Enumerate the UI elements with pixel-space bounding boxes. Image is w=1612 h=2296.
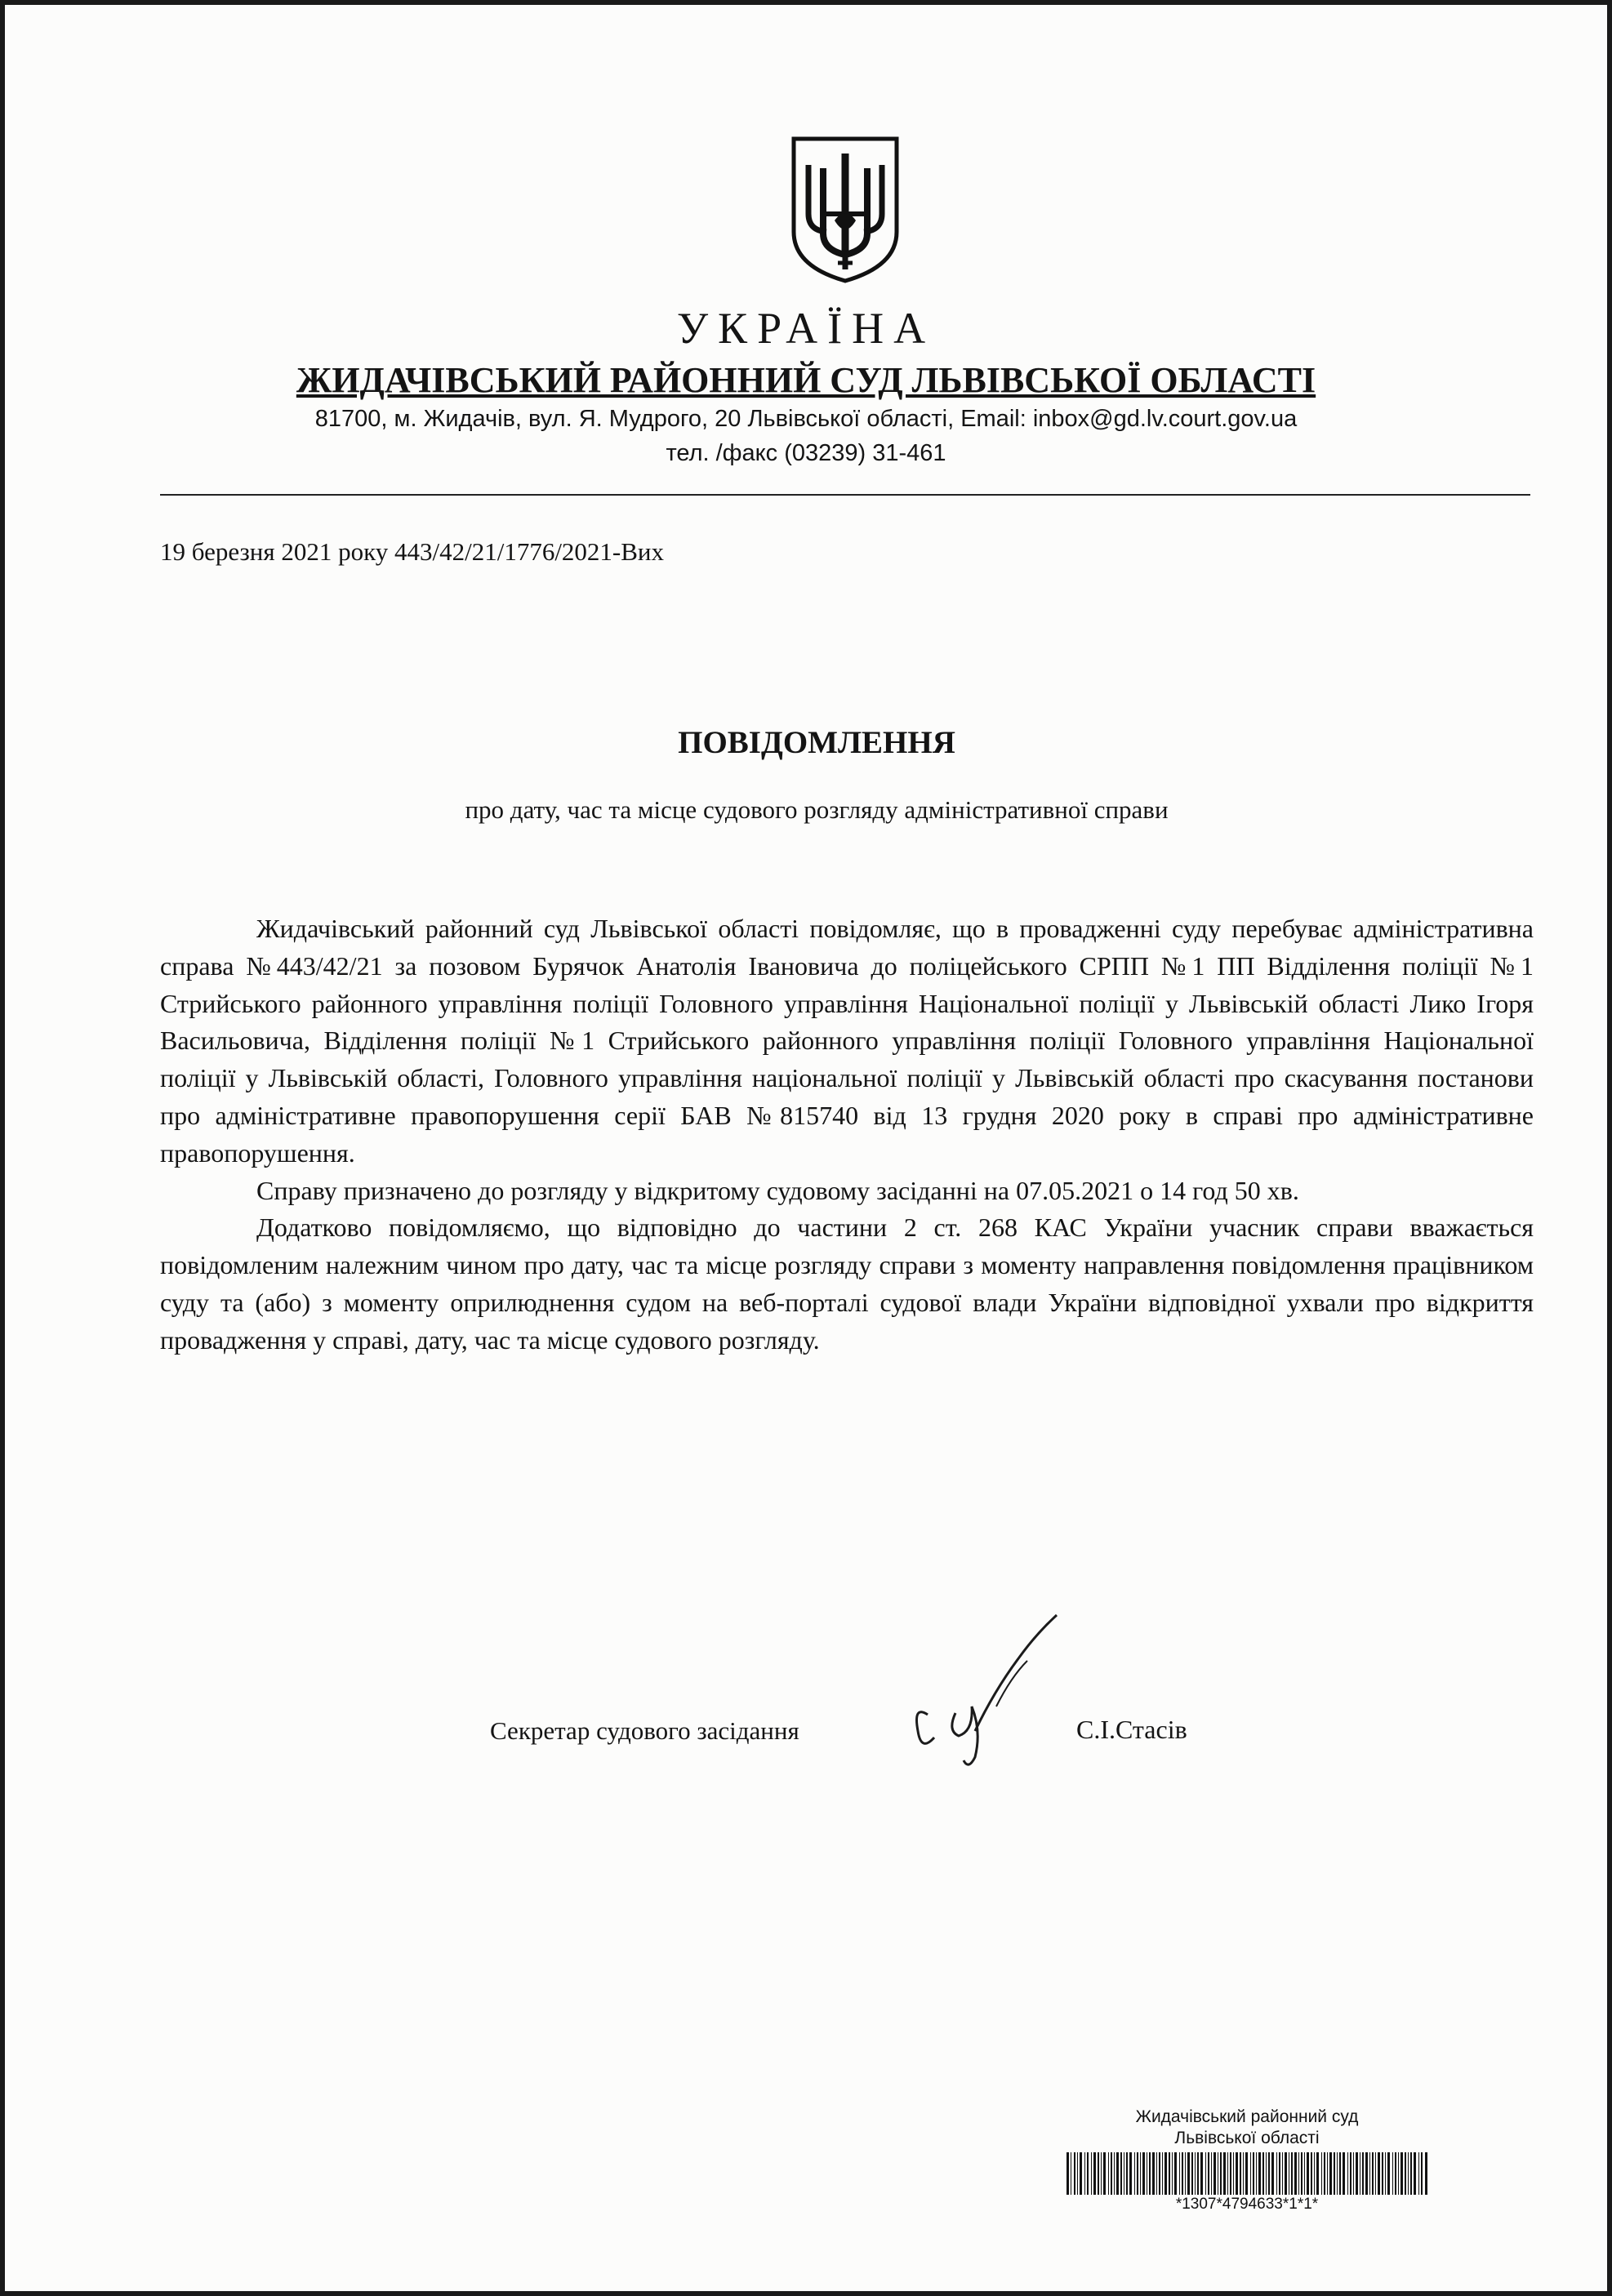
signatory-position: Секретар судового засідання (490, 1716, 799, 1745)
barcode-number: *1307*4794633*1*1* (1175, 2196, 1319, 2213)
stamp-court-name: Жидачівський районний суд (1135, 2107, 1359, 2126)
outgoing-reference: 19 березня 2021 року 443/42/21/1776/2021-Вих (160, 537, 665, 566)
document-subtitle: про дату, час та місце судового розгляду адміністративної справи (465, 795, 1169, 824)
court-name-heading: ЖИДАЧІВСЬКИЙ РАЙОННИЙ СУД ЛЬВІВСЬКОЇ ОБЛАСТІ (296, 360, 1316, 400)
body-paragraph: Додатково повідомляємо, що відповідно до частини 2 ст. 268 КАС України учасник справи вважається повідомленим належним чином про дату, час та місце розгляду справи з моменту направлення повідомлення працівником суду та (або) з моменту оприлюднення судом на веб-порталі судової влади України відповідної ухвали про відкриття провадження у справі, дату, час та місце судового розгляду. (160, 1213, 1534, 1355)
header-divider (160, 494, 1530, 496)
court-phone: тел. /факс (03239) 31-461 (666, 440, 946, 466)
court-address: 81700, м. Жидачів, вул. Я. Мудрого, 20 Львівської області, Email: inbox@gd.lv.court.gov.ua (314, 406, 1298, 432)
document-title: ПОВІДОМЛЕННЯ (678, 725, 955, 760)
stamp-region: Львівської області (1174, 2129, 1320, 2147)
trident-coat-of-arms-icon (790, 136, 900, 284)
body-paragraph: Справу призначено до розгляду у відкритому судовому засіданні на 07.05.2021 о 14 год 50 хв. (256, 1175, 1299, 1205)
country-heading: УКРАЇНА (676, 304, 936, 353)
signatory-name: С.І.Стасів (1076, 1715, 1187, 1744)
body-paragraph: Жидачівський районний суд Львівської області повідомляє, що в провадженні суду перебуває адміністративна справа №443/42/21 за позовом Бурячок Анатолія Івановича до поліцейського СРПП №1 ПП Відділення поліції №1 Стрийського районного управління поліції Головного управління Національної поліції у Львівській області Лико Ігоря Васильовича, Відділення поліції №1 Стрийського районного управління поліції Головного управління Національної поліції у Львівській області, Головного управління національної поліції у Львівській області про скасування постанови про адміністративне правопорушення серії БАВ №815740 від 13 грудня 2020 року в справі про адміністративне правопорушення. (160, 914, 1534, 1168)
registry-stamp (1067, 2107, 1427, 2214)
notice-body (160, 910, 1534, 1359)
barcode-icon (1067, 2152, 1427, 2195)
handwritten-signature-icon (897, 1609, 1068, 1772)
